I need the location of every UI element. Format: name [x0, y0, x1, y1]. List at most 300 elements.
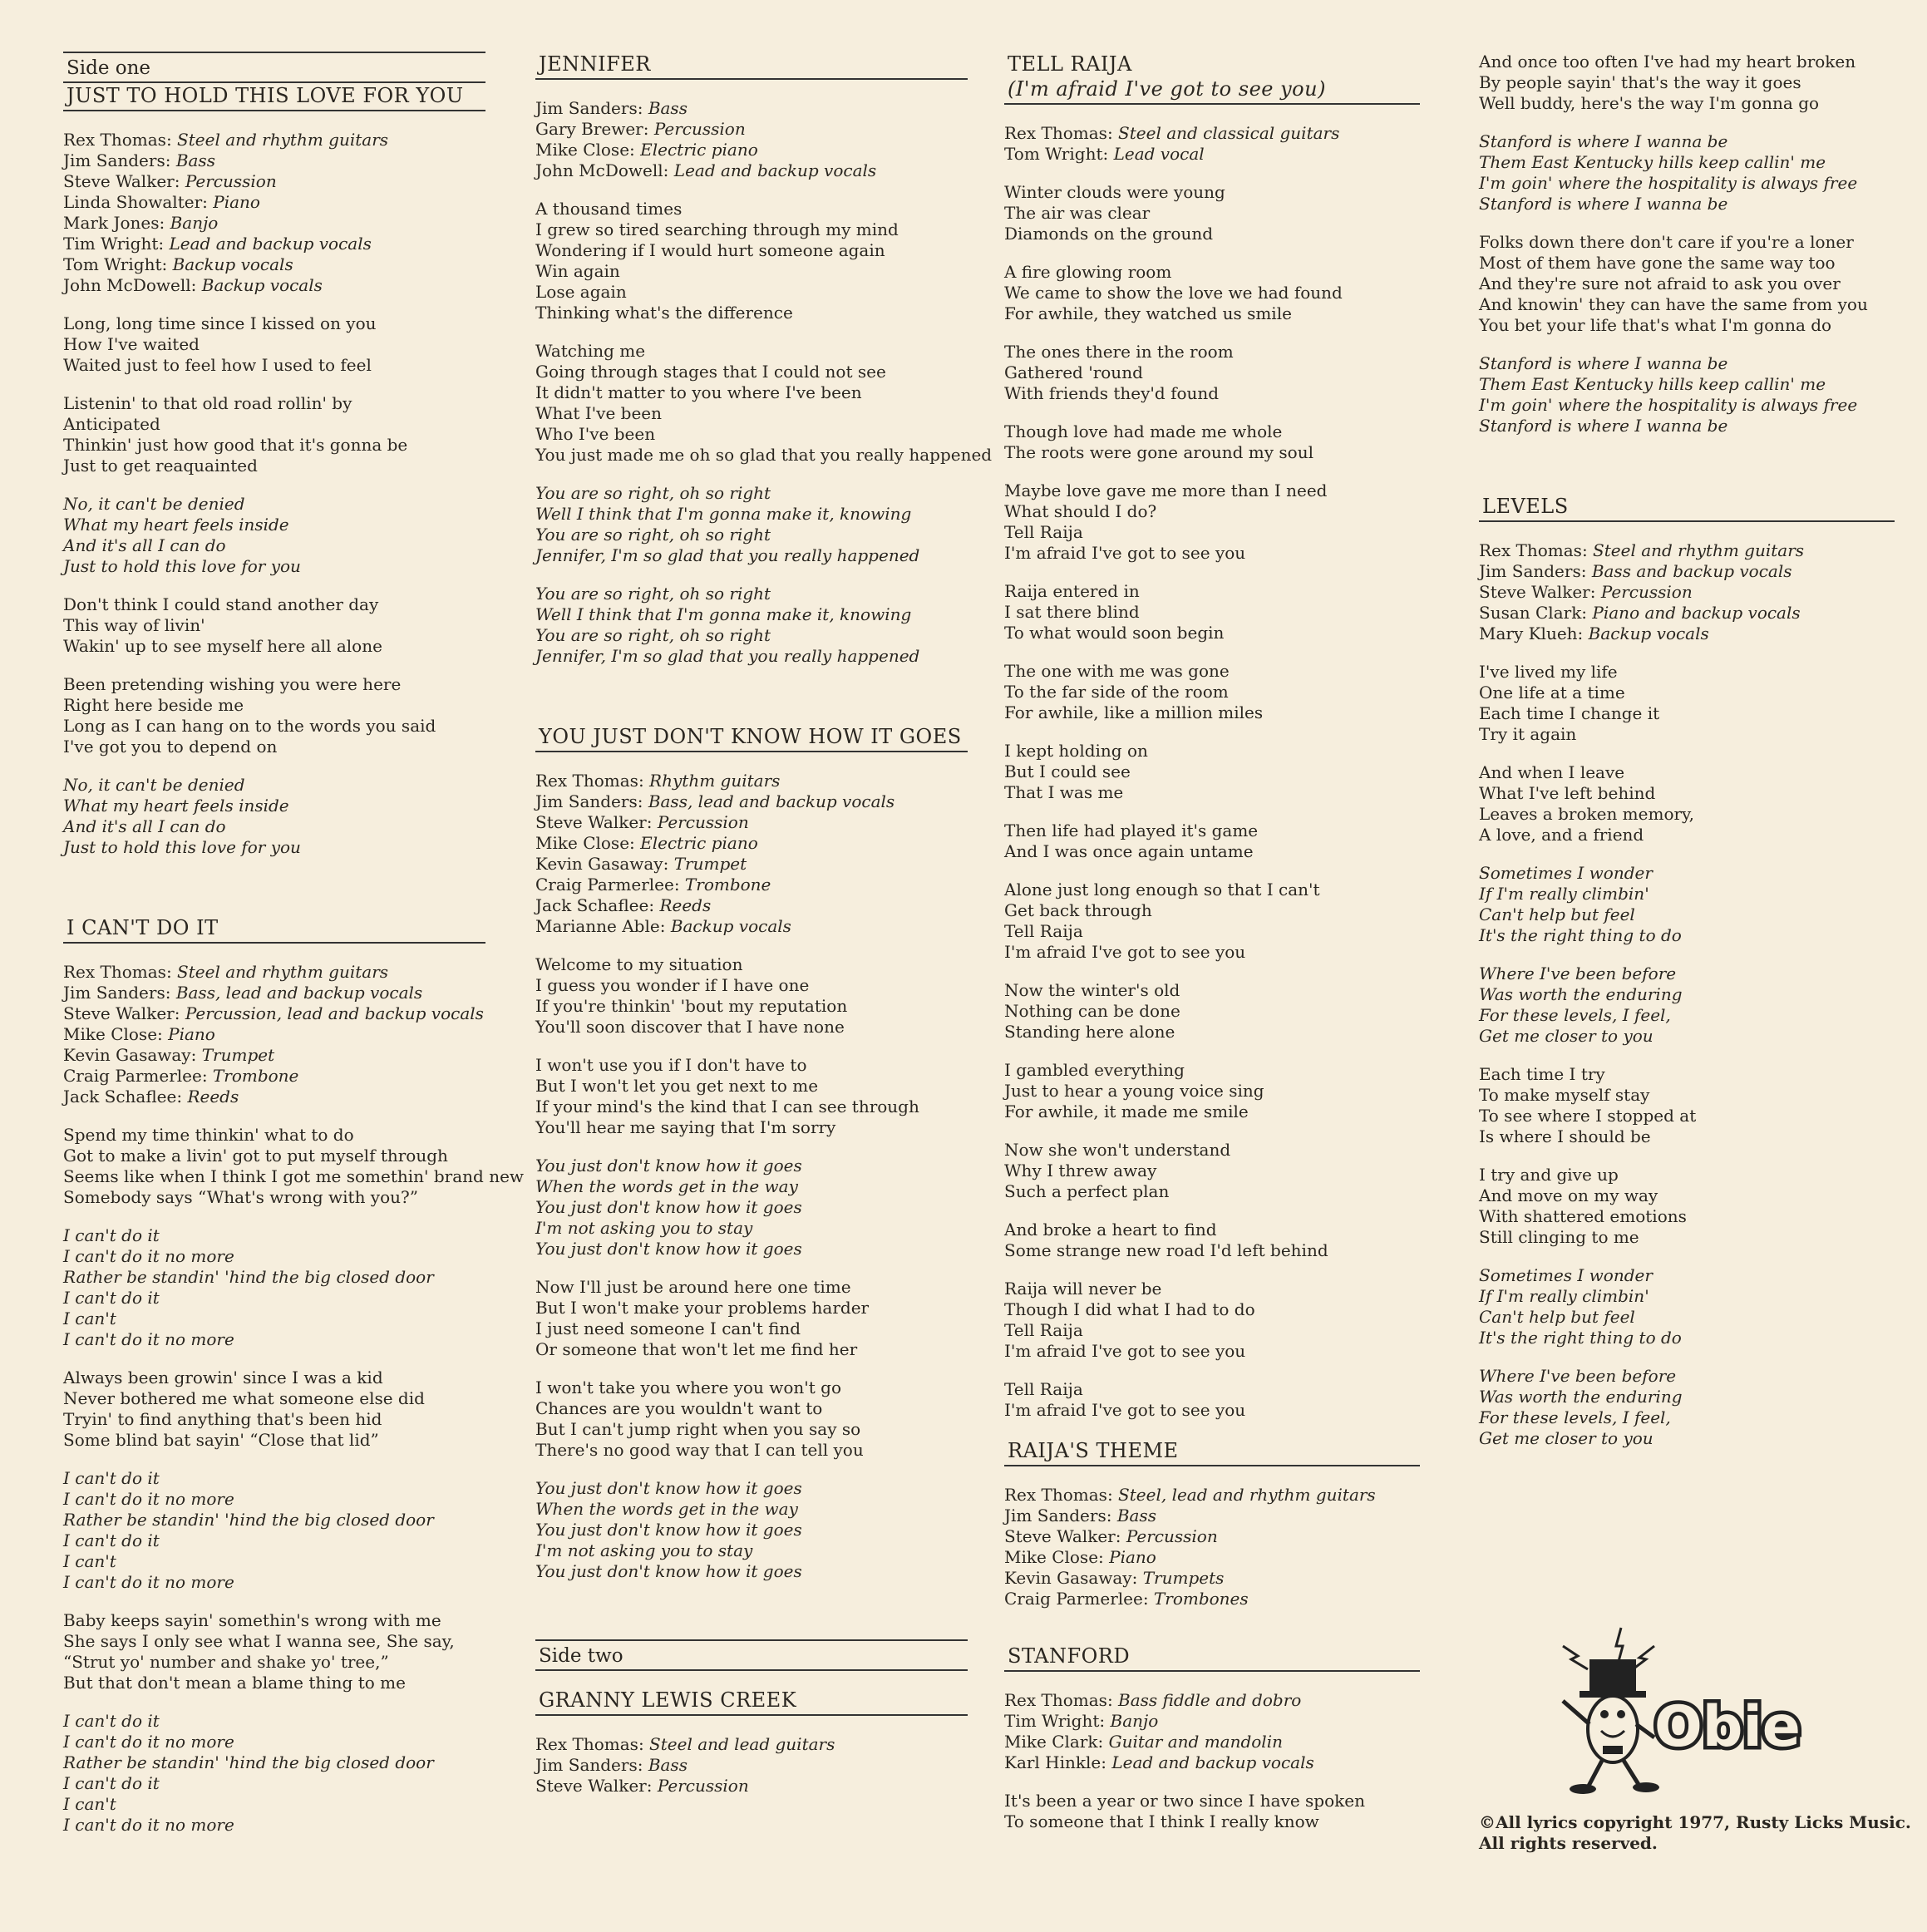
lyric-line: It's the right thing to do	[1479, 1328, 1682, 1348]
lyric-line: What my heart feels inside	[63, 515, 289, 535]
musician-name: John McDowell:	[535, 160, 674, 180]
lyric-line: I can't do it	[63, 1530, 160, 1550]
lyric-line: Win again	[535, 261, 620, 281]
credit-line	[1004, 1547, 1420, 1568]
song-title	[1004, 1644, 1420, 1672]
instrument: Reeds	[187, 1087, 239, 1106]
credit-line	[1004, 144, 1420, 165]
instrument: Percussion	[657, 812, 749, 832]
musician-name: Mike Close:	[535, 140, 641, 160]
lyric-line: I sat there blind	[1004, 602, 1140, 622]
verse	[1004, 1060, 1420, 1122]
lyric-line: She says I only see what I wanna see, She say,	[63, 1631, 455, 1651]
musician-name: Rex Thomas:	[63, 962, 178, 982]
musician-name: Rex Thomas:	[1004, 123, 1119, 143]
chorus	[1479, 1366, 1895, 1449]
column-3	[1004, 52, 1420, 1850]
credit-line	[535, 791, 968, 812]
lyric-line: If I'm really climbin'	[1479, 884, 1649, 904]
lyric-line: Why I threw away	[1004, 1161, 1157, 1180]
instrument: Banjo	[1110, 1711, 1159, 1731]
verse	[1004, 481, 1420, 564]
instrument: Percussion	[185, 171, 277, 191]
lyric-line: You are so right, oh so right	[535, 625, 771, 645]
instrument: Trumpet	[673, 854, 747, 874]
musician-name: Marianne Able:	[535, 916, 671, 936]
lyric-line: I kept holding on	[1004, 741, 1148, 761]
instrument: Piano	[1109, 1547, 1156, 1567]
musician-name: Rex Thomas:	[1004, 1485, 1119, 1505]
lyric-line: You'll soon discover that I have none	[535, 1017, 845, 1037]
song-title	[535, 52, 968, 80]
musician-name: Susan Clark:	[1479, 603, 1593, 623]
lyric-line: Most of them have gone the same way too	[1479, 253, 1836, 273]
spacer	[1004, 1627, 1420, 1644]
logo-text: Obie	[1654, 1694, 1801, 1760]
instrument: Percussion	[657, 1776, 749, 1796]
instrument: Bass, lead and backup vocals	[648, 791, 895, 811]
lyric-line: But I can't jump right when you say so	[535, 1419, 861, 1439]
lyric-line: I won't take you where you won't go	[535, 1378, 841, 1397]
musician-name: Steve Walker:	[63, 1003, 185, 1023]
lyric-line: Now I'll just be around here one time	[535, 1277, 851, 1297]
lyric-line: To what would soon begin	[1004, 623, 1225, 643]
lyric-line: And it's all I can do	[63, 816, 226, 836]
lyric-line: Diamonds on the ground	[1004, 224, 1214, 244]
credit-line	[535, 854, 968, 875]
credits-list	[535, 1734, 968, 1796]
lyric-line: Raija entered in	[1004, 581, 1140, 601]
credit-line	[63, 983, 485, 1003]
verse	[535, 199, 968, 323]
lyric-line: And I was once again untame	[1004, 841, 1254, 861]
instrument: Steel and classical guitars	[1118, 123, 1340, 143]
lyric-line: Just to hold this love for you	[63, 837, 301, 857]
lyric-line: Stanford is where I wanna be	[1479, 131, 1728, 151]
instrument: Backup vocals	[201, 275, 323, 295]
verse	[1004, 1140, 1420, 1202]
credit-line	[63, 1024, 485, 1045]
lyric-line: “Strut yo' number and shake yo' tree,”	[63, 1652, 389, 1672]
song-title	[1479, 494, 1895, 522]
lyric-line: Still clinging to me	[1479, 1227, 1639, 1247]
credit-line	[535, 160, 968, 181]
song-title-text: TELL RAIJA	[1008, 52, 1132, 76]
instrument: Bass, lead and backup vocals	[175, 983, 423, 1003]
lyric-line: Where I've been before	[1479, 1366, 1677, 1386]
instrument: Backup vocals	[1588, 623, 1709, 643]
lyric-line: For these levels, I feel,	[1479, 1407, 1671, 1427]
lyric-line: When the words get in the way	[535, 1499, 798, 1519]
verse	[63, 674, 485, 757]
lyric-line: I can't do it no more	[63, 1329, 234, 1349]
lyric-line: Then life had played it's game	[1004, 821, 1259, 840]
musician-name: Jim Sanders:	[1004, 1506, 1117, 1525]
musician-name: Rex Thomas:	[1004, 1690, 1119, 1710]
lyric-line: No, it can't be denied	[63, 775, 245, 795]
musician-name: Kevin Gasaway:	[63, 1045, 202, 1065]
credit-line	[1004, 1589, 1420, 1609]
credits-list	[535, 771, 968, 937]
lyric-line: The roots were gone around my soul	[1004, 442, 1313, 462]
lyric-line: Nothing can be done	[1004, 1001, 1180, 1021]
lyric-line: Alone just long enough so that I can't	[1004, 880, 1320, 899]
credit-line	[63, 275, 485, 296]
verse	[1004, 741, 1420, 803]
credit-line	[63, 1087, 485, 1107]
instrument: Percussion	[1126, 1526, 1218, 1546]
song-title-text: STANFORD	[1008, 1644, 1131, 1668]
lyric-line: I've got you to depend on	[63, 737, 278, 757]
lyric-line: Though love had made me whole	[1004, 421, 1283, 441]
musician-name: Craig Parmerlee:	[63, 1066, 213, 1086]
instrument: Steel, lead and rhythm guitars	[1118, 1485, 1376, 1505]
lyric-line: To someone that I think I really know	[1004, 1811, 1319, 1831]
chorus	[535, 483, 968, 566]
instrument: Bass	[648, 1755, 688, 1775]
credit-line	[1004, 1568, 1420, 1589]
lyric-line: The one with me was gone	[1004, 661, 1230, 681]
lyric-line: A love, and a friend	[1479, 825, 1644, 845]
verse	[1004, 581, 1420, 643]
verse	[1004, 182, 1420, 244]
lyric-line: Been pretending wishing you were here	[63, 674, 402, 694]
chorus	[1479, 1265, 1895, 1348]
musician-name: Mike Close:	[1004, 1547, 1110, 1567]
lyric-line: To see where I stopped at	[1479, 1106, 1697, 1126]
song-subtitle: (I'm afraid I've got to see you)	[1008, 77, 1326, 101]
lyric-line: Jennifer, I'm so glad that you really happened	[535, 545, 920, 565]
verse	[1004, 1279, 1420, 1362]
musician-name: Tim Wright:	[63, 234, 170, 254]
credit-line	[1479, 561, 1895, 582]
verse	[1004, 1379, 1420, 1421]
lyric-line: And they're sure not afraid to ask you over	[1479, 274, 1841, 293]
instrument: Steel and rhythm guitars	[1593, 540, 1805, 560]
lyric-line: You just don't know how it goes	[535, 1197, 802, 1217]
verse	[1479, 762, 1895, 845]
lyric-line: I'm afraid I've got to see you	[1004, 1341, 1246, 1361]
verse	[535, 1378, 968, 1461]
verse	[1004, 1791, 1420, 1832]
instrument: Percussion, lead and backup vocals	[185, 1003, 484, 1023]
musician-name: Craig Parmerlee:	[535, 875, 685, 895]
lyric-line: You bet your life that's what I'm gonna do	[1479, 315, 1832, 335]
credit-line	[535, 1776, 968, 1796]
credits-list	[1479, 540, 1895, 644]
lyric-line: And knowin' they can have the same from you	[1479, 294, 1868, 314]
song-title	[63, 915, 485, 944]
verse	[535, 1277, 968, 1360]
chorus	[1479, 863, 1895, 946]
verse	[1004, 262, 1420, 324]
lyric-line: Wakin' up to see myself here all alone	[63, 636, 382, 656]
instrument: Backup vocals	[670, 916, 791, 936]
instrument: Bass	[175, 150, 215, 170]
chorus	[63, 494, 485, 577]
credit-line	[63, 254, 485, 275]
lyric-line: I can't do it no more	[63, 1246, 234, 1266]
instrument: Piano	[213, 192, 260, 212]
lyric-line: I can't do it	[63, 1468, 160, 1488]
lyric-line: Rather be standin' 'hind the big closed door	[63, 1267, 434, 1287]
lyric-line: Winter clouds were young	[1004, 182, 1225, 202]
lyric-line: Gathered 'round	[1004, 362, 1143, 382]
lyric-line: I can't do it	[63, 1225, 160, 1245]
instrument: Bass	[648, 98, 688, 118]
lyric-line: I'm goin' where the hospitality is always free	[1479, 395, 1858, 415]
musician-name: Mike Close:	[63, 1024, 169, 1044]
lyric-line: And broke a heart to find	[1004, 1220, 1217, 1240]
chorus	[1479, 131, 1895, 214]
lyric-line: A thousand times	[535, 199, 683, 219]
lyric-line: Listenin' to that old road rollin' by	[63, 393, 352, 413]
credit-line	[63, 962, 485, 983]
lyric-line: I guess you wonder if I have one	[535, 975, 810, 995]
lyric-line: With shattered emotions	[1479, 1206, 1687, 1226]
lyric-line: Where I've been before	[1479, 964, 1677, 983]
musician-name: Jack Schaflee:	[535, 895, 660, 915]
instrument: Trombone	[684, 875, 771, 895]
lyric-line: Chances are you wouldn't want to	[535, 1398, 823, 1418]
rights-line: All rights reserved.	[1479, 1833, 1658, 1853]
lyric-line: But I could see	[1004, 761, 1131, 781]
lyric-line: Thinkin' just how good that it's gonna be	[63, 435, 408, 455]
chorus	[63, 1225, 485, 1350]
lyric-line: This way of livin'	[63, 615, 205, 635]
lyric-line: Now the winter's old	[1004, 980, 1180, 1000]
musician-name: Gary Brewer:	[535, 119, 654, 139]
credit-line	[535, 98, 968, 119]
credits-list	[1004, 1485, 1420, 1609]
lyric-line: For awhile, it made me smile	[1004, 1102, 1249, 1121]
lyric-line: I'm not asking you to stay	[535, 1540, 753, 1560]
credit-line	[63, 1003, 485, 1024]
credit-line	[1004, 1711, 1420, 1732]
lyric-line: Lose again	[535, 282, 627, 302]
lyric-line: I can't	[63, 1309, 116, 1328]
instrument: Steel and lead guitars	[649, 1734, 835, 1754]
lyric-line: Tell Raija	[1004, 1379, 1083, 1399]
lyric-line: Rather be standin' 'hind the big closed door	[63, 1752, 434, 1772]
lyric-line: Or someone that won't let me find her	[535, 1339, 858, 1359]
lyric-line: Thinking what's the difference	[535, 303, 793, 323]
instrument: Rhythm guitars	[649, 771, 781, 791]
musician-name: Steve Walker:	[535, 1776, 658, 1796]
lyric-line: Get me closer to you	[1479, 1026, 1653, 1046]
lyric-line: You just don't know how it goes	[535, 1156, 802, 1175]
lyric-line: You are so right, oh so right	[535, 525, 771, 545]
musician-name: Linda Showalter:	[63, 192, 214, 212]
lyric-line: If your mind's the kind that I can see through	[535, 1097, 919, 1116]
lyric-line: Tell Raija	[1004, 522, 1083, 542]
lyric-line: Rather be standin' 'hind the big closed door	[63, 1510, 434, 1530]
lyric-line: If I'm really climbin'	[1479, 1286, 1649, 1306]
musician-name: Tom Wright:	[1004, 144, 1114, 164]
lyric-line: Try it again	[1479, 724, 1577, 744]
musician-name: Jim Sanders:	[63, 150, 176, 170]
instrument: Electric piano	[640, 833, 758, 853]
lyric-line: You just don't know how it goes	[535, 1520, 802, 1540]
musician-name: Rex Thomas:	[535, 1734, 650, 1754]
song-title-text: JENNIFER	[539, 52, 651, 76]
column-1	[63, 52, 525, 1853]
lyric-line: Them East Kentucky hills keep callin' me	[1479, 374, 1826, 394]
chorus	[535, 1156, 968, 1259]
lyric-line: Don't think I could stand another day	[63, 594, 379, 614]
chorus	[63, 775, 485, 858]
verse	[63, 1125, 525, 1208]
credit-line	[63, 150, 485, 171]
instrument: Steel and rhythm guitars	[177, 130, 389, 150]
credit-line	[1004, 1506, 1420, 1526]
lyric-line: Get back through	[1004, 900, 1152, 920]
lyric-line: The ones there in the room	[1004, 342, 1234, 362]
lyric-line: Can't help but feel	[1479, 904, 1635, 924]
musician-name: Karl Hinkle:	[1004, 1752, 1112, 1772]
lyric-line: I grew so tired searching through my mind	[535, 219, 899, 239]
instrument: Trumpet	[201, 1045, 275, 1065]
lyric-line: I'm goin' where the hospitality is always free	[1479, 173, 1858, 193]
lyric-line: Was worth the enduring	[1479, 984, 1683, 1004]
musician-name: Steve Walker:	[63, 171, 185, 191]
lyric-line: For awhile, they watched us smile	[1004, 303, 1292, 323]
musician-name: Jack Schaflee:	[63, 1087, 188, 1106]
lyric-line: If you're thinkin' 'bout my reputation	[535, 996, 848, 1016]
credits-list	[1004, 1690, 1420, 1773]
credit-line	[63, 171, 485, 192]
lyric-line: How I've waited	[63, 334, 200, 354]
credit-line	[535, 1734, 968, 1755]
song-title-text: GRANNY LEWIS CREEK	[539, 1688, 797, 1712]
instrument: Lead and backup vocals	[169, 234, 372, 254]
musician-name: Mike Close:	[535, 833, 641, 853]
lyric-line: Baby keeps sayin' somethin's wrong with me	[63, 1610, 441, 1630]
lyric-line: The air was clear	[1004, 203, 1151, 223]
credits-list	[1004, 123, 1420, 165]
lyric-line: Jennifer, I'm so glad that you really happened	[535, 646, 920, 666]
lyric-line: Sometimes I wonder	[1479, 1265, 1653, 1285]
instrument: Banjo	[170, 213, 219, 233]
credit-line	[1479, 603, 1895, 623]
song-title-text: LEVELS	[1482, 495, 1569, 518]
lyric-line: Them East Kentucky hills keep callin' me	[1479, 152, 1826, 172]
instrument: Bass	[1116, 1506, 1156, 1525]
verse	[1479, 1064, 1895, 1147]
song-title	[1004, 52, 1420, 105]
lyric-line: Long, long time since I kissed on you	[63, 313, 377, 333]
lyric-line: Maybe love gave me more than I need	[1004, 481, 1328, 500]
lyric-line: What I've left behind	[1479, 783, 1656, 803]
lyric-line: I can't do it	[63, 1288, 160, 1308]
chorus	[1479, 964, 1895, 1047]
song-title-text: I CAN'T DO IT	[67, 916, 219, 939]
instrument: Reeds	[659, 895, 712, 915]
credit-line	[1479, 582, 1895, 603]
instrument: Percussion	[653, 119, 746, 139]
lyric-line: And it's all I can do	[63, 535, 226, 555]
verse	[535, 341, 993, 466]
musician-name: Craig Parmerlee:	[1004, 1589, 1154, 1609]
lyric-line: Just to hear a young voice sing	[1004, 1081, 1264, 1101]
lyric-line: Tell Raija	[1004, 1320, 1083, 1340]
credits-list	[535, 98, 968, 181]
lyric-line: But I won't let you get next to me	[535, 1076, 819, 1096]
instrument: Trumpets	[1142, 1568, 1225, 1588]
chorus	[535, 584, 968, 667]
verse	[63, 1368, 485, 1451]
lyric-line: Tell Raija	[1004, 921, 1083, 941]
lyric-line: Got to make a livin' got to put myself through	[63, 1146, 448, 1166]
lyric-line: I'm not asking you to stay	[535, 1218, 753, 1238]
credit-line	[1004, 1690, 1420, 1711]
musician-name: Jim Sanders:	[535, 791, 648, 811]
credit-line	[1004, 123, 1420, 144]
lyric-line: Well buddy, here's the way I'm gonna go	[1479, 93, 1820, 113]
lyric-line: And when I leave	[1479, 762, 1625, 782]
lyric-line: You just made me oh so glad that you really happened	[535, 445, 993, 465]
lyric-line: I try and give up	[1479, 1165, 1619, 1185]
lyric-line: It's been a year or two since I have spoken	[1004, 1791, 1365, 1811]
lyric-line: But I won't make your problems harder	[535, 1298, 870, 1318]
credits-list	[63, 130, 485, 296]
credit-line	[535, 916, 968, 937]
lyric-line: What I've been	[535, 403, 663, 423]
instrument: Lead vocal	[1113, 144, 1205, 164]
credit-line	[1479, 623, 1895, 644]
credit-line	[63, 1066, 485, 1087]
instrument: Lead and backup vocals	[1111, 1752, 1314, 1772]
obie-mascot-logo-icon	[1530, 1621, 1801, 1796]
chorus	[63, 1468, 485, 1593]
lyric-line: You are so right, oh so right	[535, 584, 771, 604]
lyric-line: It didn't matter to you where I've been	[535, 382, 862, 402]
lyric-line: What my heart feels inside	[63, 796, 289, 816]
lyric-line: I'm afraid I've got to see you	[1004, 942, 1246, 962]
lyric-line: I can't do it	[63, 1773, 160, 1793]
credit-line	[535, 140, 968, 160]
chorus	[1479, 353, 1895, 436]
instrument: Trombones	[1153, 1589, 1249, 1609]
lyric-line: By people sayin' that's the way it goes	[1479, 72, 1801, 92]
musician-name: Mark Jones:	[63, 213, 170, 233]
lyric-line: For these levels, I feel,	[1479, 1005, 1671, 1025]
verse	[1004, 1220, 1420, 1261]
lyric-line: I won't use you if I don't have to	[535, 1055, 807, 1075]
lyric-line: Such a perfect plan	[1004, 1181, 1170, 1201]
lyric-line: To make myself stay	[1479, 1085, 1650, 1105]
lyric-line: I've lived my life	[1479, 662, 1618, 682]
credit-line	[63, 1045, 485, 1066]
song-title-text: RAIJA'S THEME	[1008, 1439, 1179, 1462]
verse	[63, 594, 485, 657]
lyric-line: Never bothered me what someone else did	[63, 1388, 425, 1408]
lyric-line: There's no good way that I can tell you	[535, 1440, 864, 1460]
verse	[1479, 662, 1895, 745]
lyric-line: I just need someone I can't find	[535, 1318, 801, 1338]
lyric-line: I'm afraid I've got to see you	[1004, 543, 1246, 563]
lyric-line: Somebody says “What's wrong with you?”	[63, 1187, 418, 1207]
lyric-line: I gambled everything	[1004, 1060, 1185, 1080]
lyric-line: Though I did what I had to do	[1004, 1299, 1255, 1319]
lyric-line: What should I do?	[1004, 501, 1157, 521]
musician-name: John McDowell:	[63, 275, 202, 295]
credit-line	[535, 1755, 968, 1776]
lyric-line: I can't do it no more	[63, 1489, 234, 1509]
verse	[1004, 821, 1420, 862]
lyric-line: Well I think that I'm gonna make it, knowing	[535, 504, 912, 524]
credit-line	[535, 833, 968, 854]
